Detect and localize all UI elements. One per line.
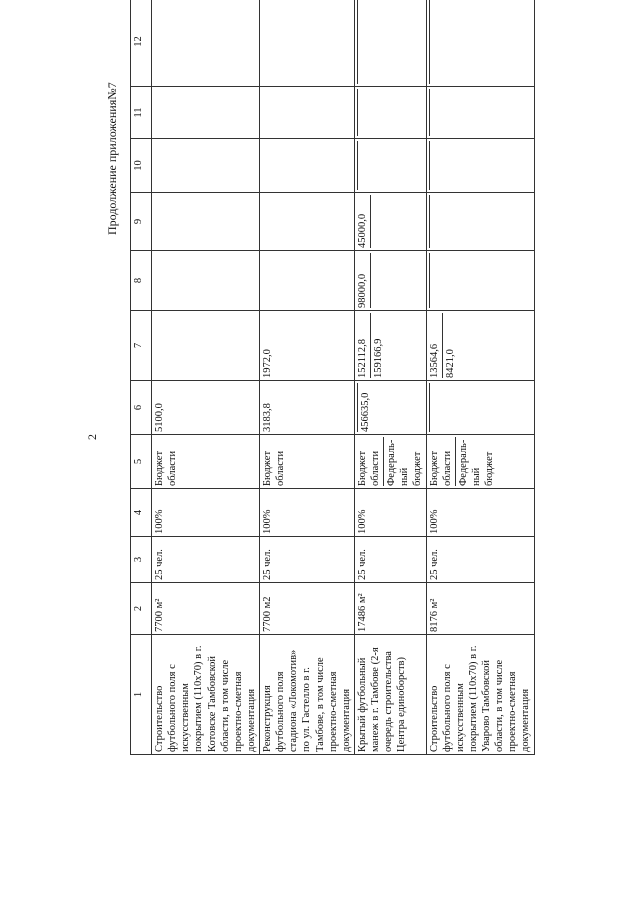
cell-part-c10 [429,141,431,190]
cell-c7 [152,311,260,381]
cell-part-c7: 13564,6 [428,343,440,378]
cell-c10 [426,139,534,193]
cell-part-c9 [370,195,372,248]
column-header-3: 3 [131,537,152,583]
cell-part-c11 [357,89,359,136]
cell-c7 [260,311,355,381]
column-header-9: 9 [131,193,152,251]
column-header-4: 4 [131,489,152,537]
cell-c8 [152,251,260,311]
cell-part-source: Бюджет области [262,450,287,486]
cell-c12 [354,0,426,87]
table-body [152,0,535,755]
column-header-11: 11 [131,87,152,139]
cell-capacity: 25 чел. [354,537,426,583]
cell-c6 [426,381,534,435]
cell-c8 [260,251,355,311]
cell-part-c6: 456635,0 [357,383,372,432]
cell-part-source: Бюджет области [154,450,179,486]
cell-part-c6: 3183,8 [262,403,273,432]
cell-c12 [152,0,260,87]
cell-c10 [260,139,355,193]
table-row [426,0,534,755]
cell-part-c6: 5100,0 [154,403,165,432]
cell-area: 7700 м² [152,583,260,635]
cell-part-source: Бюджет области [356,450,381,486]
cell-c8 [354,251,426,311]
cell-c6 [354,381,426,435]
cell-part-c10 [357,141,359,190]
cell-c12 [426,0,534,87]
cell-part-c8: 98000,0 [356,273,368,308]
column-header-12: 12 [131,0,152,87]
cell-part-source: Бюджет области [428,450,453,486]
cell-part-c7: 152112,8 [356,339,368,378]
cell-area: 17486 м² [354,583,426,635]
cell-c9 [152,193,260,251]
cell-part-c8 [429,253,431,308]
cell-c6 [152,381,260,435]
cell-part-source: Федераль-ный бюджет [455,437,496,486]
table-row [354,0,426,755]
cell-part-c7: 8421,0 [442,313,457,378]
cell-part-c12 [429,0,431,84]
cell-area: 8176 м² [426,583,534,635]
cell-c7 [354,311,426,381]
cell-c11 [354,87,426,139]
cell-area: 7700 м2 [260,583,355,635]
cell-percent: 100% [354,489,426,537]
cell-source [152,435,260,489]
cell-source [426,435,534,489]
cell-capacity: 25 чел. [152,537,260,583]
cell-part-c7: 1972,0 [262,349,273,378]
table-row [260,0,355,755]
column-header-2: 2 [131,583,152,635]
cell-part-c11 [429,89,431,136]
table-header-row [131,0,152,755]
column-header-6: 6 [131,381,152,435]
cell-c12 [260,0,355,87]
cell-percent: 100% [152,489,260,537]
cell-c10 [354,139,426,193]
cell-c9 [354,193,426,251]
cell-name: Строительство футбольного поля с искусственным покрытием (110x70) в г. Уварово Тамбовской области, в том числе проектно-сметная документация [426,635,534,755]
cell-source [260,435,355,489]
cell-part-c8 [370,253,372,308]
cell-part-c9 [429,195,431,248]
cell-part-c9: 45000,0 [356,213,368,248]
column-header-7: 7 [131,311,152,381]
cell-c8 [426,251,534,311]
column-header-8: 8 [131,251,152,311]
cell-c9 [426,193,534,251]
table-row [152,0,260,755]
cell-capacity: 25 чел. [426,537,534,583]
column-header-10: 10 [131,139,152,193]
cell-capacity: 25 чел. [260,537,355,583]
cell-c11 [152,87,260,139]
cell-part-c7: 159166,9 [370,313,385,378]
cell-name: Строительство футбольного поля с искусственным покрытием (110x70) в г. Котовске Тамбовской области, в том числе проектно-сметная документация [152,635,260,755]
cell-name: Реконструкция футбольного поля стадиона «Локомотив» по ул. Гастелло в г. Тамбове, в том числе проектно-сметная документация [260,635,355,755]
cell-part-c6 [429,383,431,432]
column-header-1: 1 [131,635,152,755]
cell-c9 [260,193,355,251]
cell-source [354,435,426,489]
page-number: 2 [85,434,99,440]
cell-part-source: Федераль-ный бюджет [383,437,424,486]
cell-part-c12 [357,0,359,84]
cell-c10 [152,139,260,193]
cell-percent: 100% [260,489,355,537]
cell-name: Крытый футбольный манеж в г. Тамбове (2-я очередь строительства Центра единоборств) [354,635,426,755]
appendix-note: Продолжение приложения№7 [105,82,119,235]
program-table [130,0,535,755]
cell-percent: 100% [426,489,534,537]
cell-c6 [260,381,355,435]
cell-c11 [426,87,534,139]
cell-c11 [260,87,355,139]
column-header-5: 5 [131,435,152,489]
cell-c7 [426,311,534,381]
